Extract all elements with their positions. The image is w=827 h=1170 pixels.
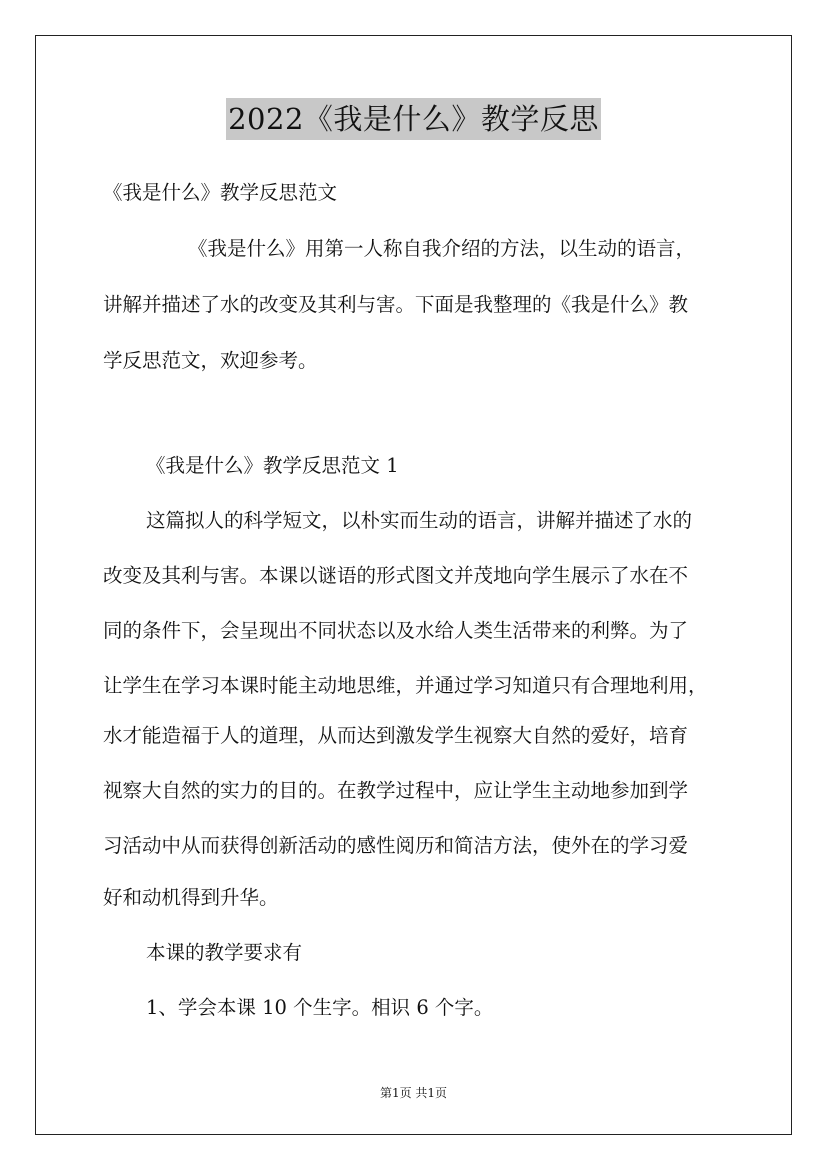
- intro-line-2: 讲解并描述了水的改变及其利与害。下面是我整理的《我是什么》教: [103, 293, 689, 316]
- page-footer: 第1页 共1页: [379, 1086, 448, 1100]
- intro-line-3: 学反思范文，欢迎参考。: [103, 349, 318, 372]
- body-line-8: 好和动机得到升华。: [103, 886, 279, 909]
- section-heading: 《我是什么》教学反思范文 1: [146, 454, 399, 477]
- intro-line-1: 《我是什么》用第一人称自我介绍的方法，以生动的语言，: [188, 237, 696, 260]
- document-title: 2022《我是什么》教学反思: [226, 98, 601, 140]
- body-line-3: 同的条件下，会呈现出不同状态以及水给人类生活带来的利弊。为了: [103, 619, 689, 642]
- body-line-2: 改变及其利与害。本课以谜语的形式图文并茂地向学生展示了水在不: [103, 564, 689, 587]
- requirements-heading: 本课的教学要求有: [146, 941, 303, 964]
- title-container: [0, 98, 827, 140]
- body-line-4: 让学生在学习本课时能主动地思维，并通过学习知道只有合理地利用，: [103, 674, 708, 697]
- subtitle: 《我是什么》教学反思范文: [103, 181, 338, 204]
- body-line-5: 水才能造福于人的道理，从而达到激发学生视察大自然的爱好，培育: [103, 724, 689, 747]
- body-line-7: 习活动中从而获得创新活动的感性阅历和简洁方法，使外在的学习爱: [103, 834, 689, 857]
- body-line-1: 这篇拟人的科学短文，以朴实而生动的语言，讲解并描述了水的: [146, 509, 693, 532]
- requirement-item-1: 1、学会本课 10 个生字。相识 6 个字。: [146, 996, 494, 1019]
- body-line-6: 视察大自然的实力的目的。在教学过程中，应让学生主动地参加到学: [103, 779, 689, 802]
